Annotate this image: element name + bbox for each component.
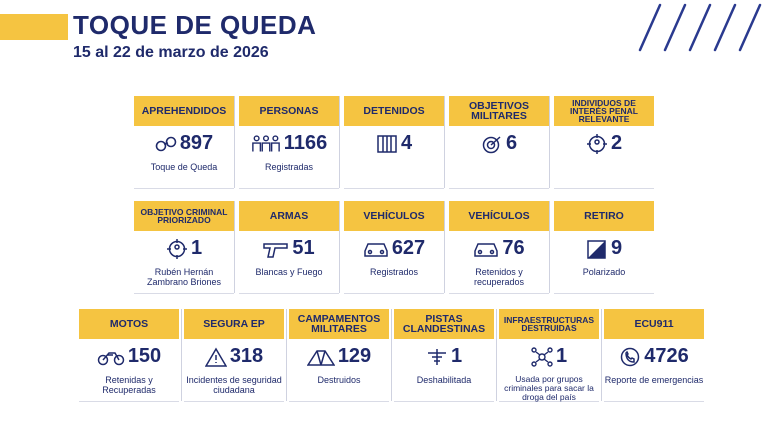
card-value: 318: [229, 345, 264, 367]
card-detenidos: [344, 96, 444, 189]
page-title: TOQUE DE QUEDA: [73, 10, 317, 40]
network-icon: [531, 347, 553, 367]
card-label: OBJETIVO CRIMINAL PRIORIZADO: [134, 201, 234, 231]
card-label: ECU911: [604, 309, 704, 339]
card-infraestructuras: [499, 309, 599, 402]
card-segura-ep: [184, 309, 284, 402]
card-label: INDIVIDUOS DE INTERÉS PENAL RELEVANTE: [554, 96, 654, 126]
divider: [444, 96, 445, 188]
divider: [286, 309, 287, 401]
card-value: 2: [610, 132, 623, 154]
card-caption: Usada por grupos criminales para sacar la droga del país: [504, 374, 594, 402]
crosshair-person-icon: [166, 239, 188, 259]
card-value: 1: [190, 237, 203, 259]
car-icon: [363, 239, 389, 259]
card-label: RETIRO: [554, 201, 654, 231]
target-icon: [481, 134, 503, 154]
card-campamentos: [289, 309, 389, 402]
header-accent-bar: [0, 14, 68, 40]
page-subtitle: 15 al 22 de marzo de 2026: [73, 44, 269, 61]
card-caption: Registradas: [264, 162, 314, 172]
divider: [181, 309, 182, 401]
warning-icon: [205, 347, 227, 367]
card-ecu911: [604, 309, 704, 402]
card-label: SEGURA EP: [184, 309, 284, 339]
card-objetivo-criminal: [134, 201, 234, 294]
card-value: 129: [337, 345, 372, 367]
tent-icon: [307, 347, 335, 367]
card-caption: Reporte de emergencias: [604, 375, 704, 385]
card-objetivos-militares: [449, 96, 549, 189]
card-value: 1: [555, 345, 568, 367]
card-value: 4726: [644, 345, 689, 367]
card-label: ARMAS: [239, 201, 339, 231]
tint-icon: [586, 239, 608, 259]
card-caption: Destruidos: [317, 375, 361, 385]
crosshair-person-icon: [586, 134, 608, 154]
card-label: PERSONAS: [239, 96, 339, 126]
card-label: VEHÍCULOS: [449, 201, 549, 231]
card-value: 4: [400, 132, 413, 154]
card-value: 627: [391, 237, 426, 259]
card-caption: Toque de Queda: [150, 162, 218, 172]
car-icon: [473, 239, 499, 259]
card-value: 51: [292, 237, 315, 259]
gun-icon: [263, 239, 289, 259]
motorcycle-icon: [97, 347, 125, 367]
card-value: 1: [450, 345, 463, 367]
card-personas: [239, 96, 339, 189]
card-caption: Blancas y Fuego: [255, 267, 323, 277]
card-value: 1166: [283, 132, 328, 154]
card-value: 76: [502, 237, 525, 259]
card-caption: Rubén Hernán Zambrano Briones: [146, 267, 222, 287]
people-icon: [251, 134, 281, 154]
card-retiro: [554, 201, 654, 294]
card-caption: Deshabilitada: [416, 375, 472, 385]
card-aprehendidos: [134, 96, 234, 189]
card-value: 897: [179, 132, 214, 154]
card-vehiculos-retenidos: [449, 201, 549, 294]
card-individuos-interes: [554, 96, 654, 189]
jail-icon: [376, 134, 398, 154]
card-label: PISTAS CLANDESTINAS: [394, 309, 494, 339]
card-vehiculos-registrados: [344, 201, 444, 294]
airstrip-icon: [426, 347, 448, 367]
divider: [549, 96, 550, 188]
card-label: VEHÍCULOS: [344, 201, 444, 231]
card-label: DETENIDOS: [344, 96, 444, 126]
card-caption: Incidentes de seguridad ciudadana: [186, 375, 282, 395]
divider: [339, 96, 340, 188]
card-label: CAMPAMENTOS MILITARES: [289, 309, 389, 339]
divider: [444, 201, 445, 293]
card-label: OBJETIVOS MILITARES: [449, 96, 549, 126]
card-armas: [239, 201, 339, 294]
divider: [496, 309, 497, 401]
divider: [234, 201, 235, 293]
divider: [234, 96, 235, 188]
card-caption: Retenidas y Recuperadas: [102, 375, 156, 395]
card-motos: [79, 309, 179, 402]
card-caption: Registrados: [369, 267, 419, 277]
decorative-stripes: [620, 0, 768, 60]
card-value: 6: [505, 132, 518, 154]
handcuffs-icon: [155, 134, 177, 154]
card-value: 150: [127, 345, 162, 367]
card-label: INFRAESTRUCTURAS DESTRUIDAS: [499, 309, 599, 339]
card-value: 9: [610, 237, 623, 259]
card-label: MOTOS: [79, 309, 179, 339]
divider: [391, 309, 392, 401]
card-caption: Polarizado: [582, 267, 626, 277]
card-caption: Retenidos y recuperados: [473, 267, 525, 287]
phone-icon: [619, 347, 641, 367]
card-pistas-clandestinas: [394, 309, 494, 402]
divider: [549, 201, 550, 293]
card-label: APREHENDIDOS: [134, 96, 234, 126]
divider: [601, 309, 602, 401]
divider: [339, 201, 340, 293]
